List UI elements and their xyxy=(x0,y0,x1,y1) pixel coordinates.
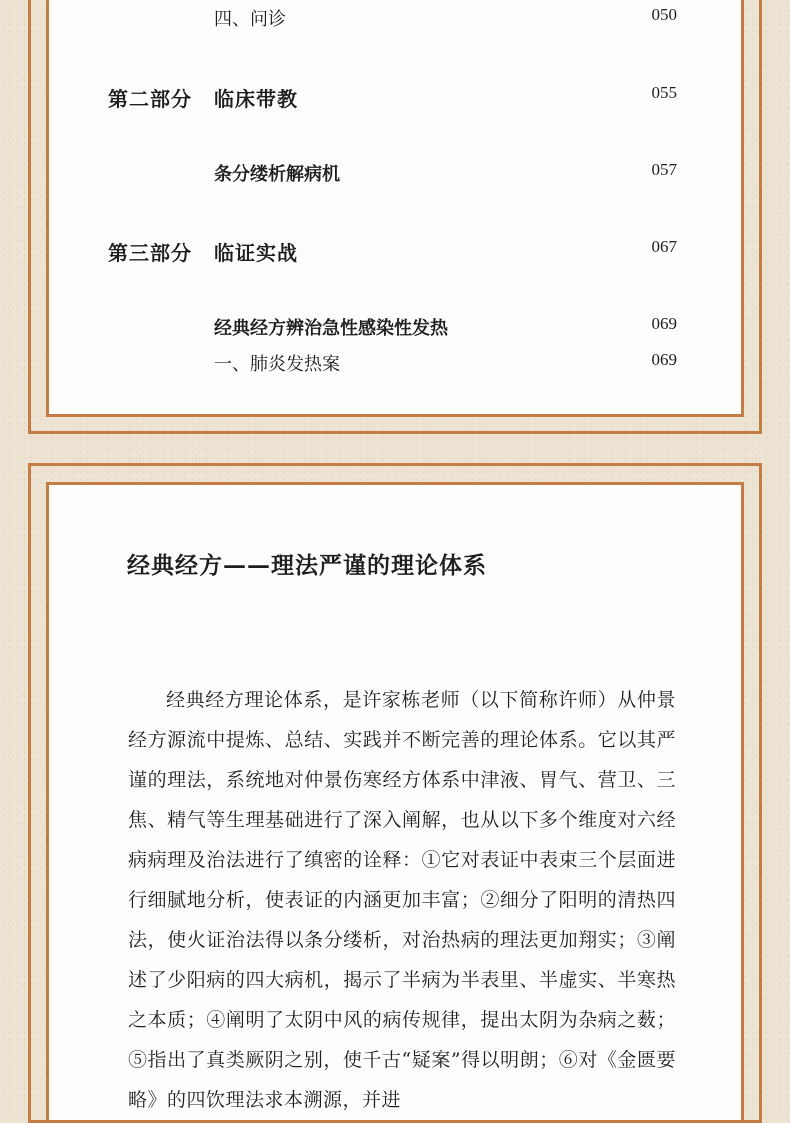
toc-entry-title: 经典经方辨治急性感染性发热 xyxy=(214,318,448,339)
toc-entry-page: 069 xyxy=(651,314,677,333)
toc-panel xyxy=(46,0,744,417)
article-body xyxy=(128,680,676,1120)
toc-entry-title: 条分缕析解病机 xyxy=(214,164,340,185)
toc-panel-outer-frame xyxy=(28,0,762,434)
toc-entry-page: 057 xyxy=(651,160,677,179)
article-panel-outer-frame xyxy=(28,463,762,1123)
article-panel xyxy=(46,482,744,1120)
toc-entry-page: 069 xyxy=(651,350,677,369)
toc-entry-title: 一、肺炎发热案 xyxy=(214,354,340,375)
toc-entry[interactable] xyxy=(49,5,741,35)
toc-entry-title: 四、问诊 xyxy=(214,9,286,30)
toc-entry-title: 临床带教 xyxy=(214,87,298,111)
toc-entry[interactable] xyxy=(49,160,741,190)
article-paragraph: 经典经方理论体系，是许家栋老师（以下简称许师）从仲景经方源流中提炼、总结、实践并不断完善的理论体系。它以其严谨的理法，系统地对仲景伤寒经方体系中津液、胃气、营卫、三焦、精气等生理基础进行了深入阐解，也从以下多个维度对六经病病理及治法进行了缜密的诠释：①它对表证中表束三个层面进行细腻地分析，使表证的内涵更加丰富；②细分了阳明的清热四法，使火证治法得以条分缕析，对治热病的理法更加翔实；③阐述了少阳病的四大病机，揭示了半病为半表里、半虚实、半寒热之本质；④阐明了太阴中风的病传规律，提出太阴为杂病之薮；⑤指出了真类厥阴之别，使千古“疑案”得以明朗；⑥对《金匮要略》的四饮理法求本溯源，并进 xyxy=(128,689,676,1111)
toc-entry-part: 第二部分 xyxy=(108,87,192,111)
article-title: 经典经方——理法严谨的理论体系 xyxy=(127,552,487,579)
toc-entry-page: 067 xyxy=(651,237,677,256)
toc-entry[interactable] xyxy=(49,350,741,380)
toc-entry[interactable] xyxy=(49,237,741,267)
toc-entry-part: 第三部分 xyxy=(108,241,192,265)
toc-entry-page: 055 xyxy=(651,83,677,102)
toc-entry[interactable] xyxy=(49,314,741,344)
toc-entry-title: 临证实战 xyxy=(214,241,298,265)
toc-entry-page: 050 xyxy=(651,5,677,24)
toc-entry[interactable] xyxy=(49,83,741,113)
